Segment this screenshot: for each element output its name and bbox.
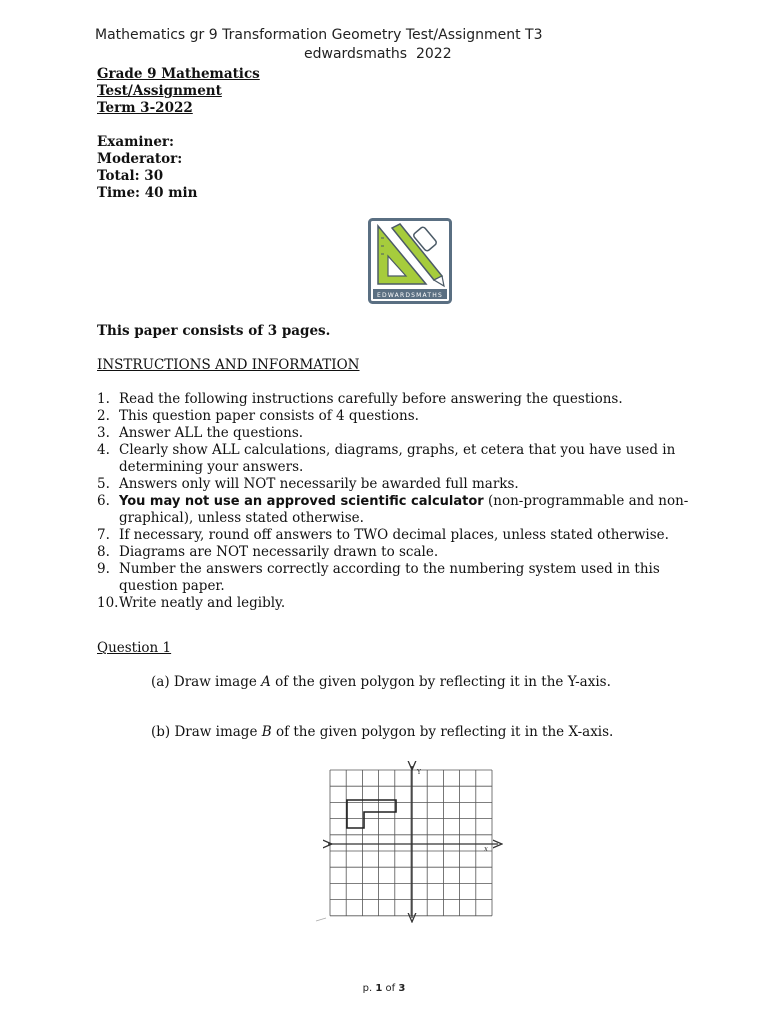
- instruction-item: 2. This question paper consists of 4 questions.: [97, 408, 419, 424]
- coordinate-grid: [314, 760, 514, 945]
- question-1a: (a) Draw image A of the given polygon by reflecting it in the Y-axis.: [151, 674, 611, 690]
- type-label: Test/Assignment: [97, 83, 222, 99]
- time-label: Time: 40 min: [97, 185, 198, 201]
- logo-text: EDWARDSMATHS: [377, 292, 443, 299]
- header-subtitle: edwardsmaths 2022: [304, 46, 452, 62]
- question-1-title: Question 1: [97, 640, 172, 656]
- instruction-item: 3. Answer ALL the questions.: [97, 425, 304, 441]
- instruction-item: 8. Diagrams are NOT necessarily drawn to scale.: [97, 544, 439, 560]
- grade-label: Grade 9 Mathematics: [97, 66, 260, 82]
- total-label: Total: 30: [97, 168, 164, 184]
- question-1b: (b) Draw image B of the given polygon by reflecting it in the X-axis.: [151, 724, 614, 740]
- instructions-list: [97, 391, 697, 612]
- instruction-item: 5. Answers only will NOT necessarily be awarded full marks.: [97, 476, 519, 492]
- instruction-item: 6. You may not use an approved scientific calculator (non-programmable and non-graphical), unless stated otherwise.: [97, 493, 689, 526]
- y-axis-label: Y: [417, 769, 421, 776]
- pages-note: This paper consists of 3 pages.: [97, 323, 331, 339]
- edwardsmaths-logo: [368, 218, 452, 304]
- instruction-item: 10. Write neatly and legibly.: [97, 595, 286, 611]
- instructions-title: INSTRUCTIONS AND INFORMATION: [97, 357, 360, 373]
- x-axis-label: x: [484, 845, 488, 853]
- page-number: 1: [375, 983, 383, 994]
- examiner-label: Examiner:: [97, 134, 174, 150]
- instruction-item: 1. Read the following instructions carefully before answering the questions.: [97, 391, 623, 407]
- exam-meta: [97, 66, 260, 202]
- instruction-item: 7. If necessary, round off answers to TWO decimal places, unless stated otherwise.: [97, 527, 669, 543]
- header-title: Mathematics gr 9 Transformation Geometry Test/Assignment T3: [95, 27, 543, 43]
- page-footer: p. 1 of 3: [362, 983, 406, 994]
- term-label: Term 3-2022: [97, 100, 193, 116]
- page-total: 3: [398, 983, 406, 994]
- moderator-label: Moderator:: [97, 151, 183, 167]
- instruction-item: 9. Number the answers correctly according to the numbering system used in this question paper.: [97, 561, 660, 594]
- instruction-item: 4. Clearly show ALL calculations, diagrams, graphs, et cetera that you have used in determining your answers.: [97, 442, 676, 475]
- given-polygon: [347, 800, 396, 828]
